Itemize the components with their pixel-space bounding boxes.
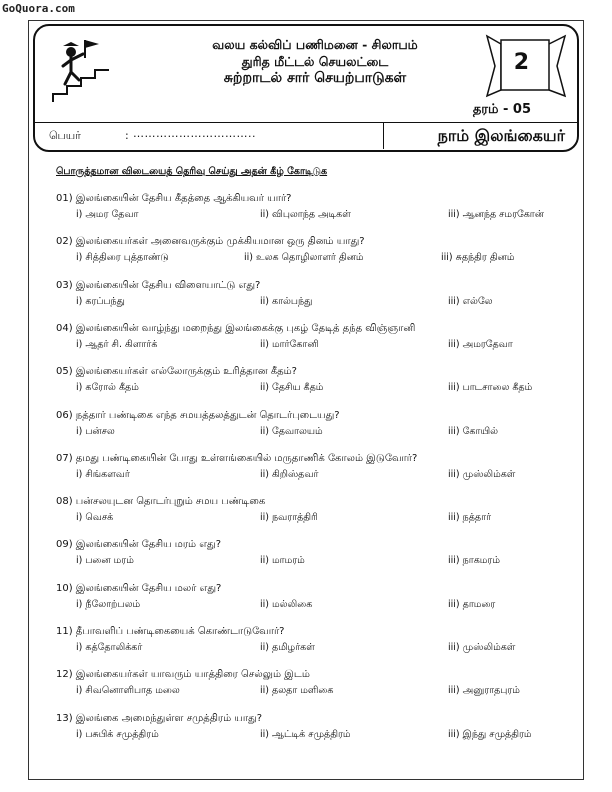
question-text: 13) இலங்கை அமைந்துள்ள சமுத்திரம் யாது? [56, 712, 263, 724]
answer-option-2[interactable]: ii) மல்லிகை [260, 598, 313, 610]
answer-options [56, 729, 576, 743]
answer-options [56, 642, 576, 656]
question-9 [56, 538, 576, 578]
question-4 [56, 322, 576, 362]
answer-option-2[interactable]: ii) உலக தொழிலாளர் தினம் [244, 252, 364, 264]
answer-option-2[interactable]: ii) தலதா மளிகை [260, 685, 334, 697]
question-6 [56, 409, 576, 449]
question-1 [56, 192, 576, 232]
answer-option-3[interactable]: iii) பாடசாலை கீதம் [448, 382, 533, 394]
question-5 [56, 365, 576, 405]
question-2 [56, 235, 576, 275]
answer-options [56, 685, 576, 699]
instruction-text: பொருத்தமான விடையைத் தெரிவு செய்து அதன் கீழ் கோடிடுக [56, 166, 328, 177]
answer-option-2[interactable]: ii) மார்கோனி [260, 338, 319, 350]
answer-option-2[interactable]: ii) கால்பந்து [260, 295, 313, 307]
name-field[interactable]: ………………………….. [133, 127, 256, 140]
answer-option-1[interactable]: i) கரப்பந்து [76, 295, 125, 307]
answer-options [56, 555, 576, 569]
question-10 [56, 582, 576, 622]
answer-options [56, 339, 576, 353]
subject-title: சுற்றாடல் சார் செயற்பாடுகள் [223, 70, 407, 86]
answer-option-1[interactable]: i) கத்தோலிக்கர் [76, 642, 143, 653]
answer-option-1[interactable]: i) சிவனொளிபாத மலை [76, 685, 180, 697]
question-text: 08) பன்சலயுடன தொடர்புறும் சமய பண்டிகை [56, 496, 266, 508]
answer-option-1[interactable]: i) வெசக் [76, 512, 114, 524]
question-8 [56, 495, 576, 535]
answer-option-3[interactable]: iii) ஆனந்த சமரகோன் [448, 209, 544, 220]
answer-options [56, 426, 576, 440]
answer-option-3[interactable]: iii) அமரதேவா [448, 338, 513, 350]
question-text: 09) இலங்கையின் தேசிய மரம் எது? [56, 539, 222, 551]
answer-option-2[interactable]: ii) விபுலாந்த அடிகள் [260, 209, 351, 220]
question-text: 11) தீபாவளிப் பண்டிகையைக் கொண்டாடுவோர்? [56, 626, 285, 637]
question-7 [56, 452, 576, 492]
answer-option-2[interactable]: ii) நவராத்திரி [260, 512, 318, 524]
answer-option-3[interactable]: iii) இந்து சமுத்திரம் [448, 728, 532, 740]
answer-option-2[interactable]: ii) தேவாலயம் [260, 425, 323, 437]
answer-option-2[interactable]: ii) தேசிய கீதம் [260, 382, 324, 394]
grade-label: தரம் - 05 [472, 102, 531, 117]
answer-option-3[interactable]: iii) அனுராதபுரம் [448, 685, 520, 697]
answer-option-1[interactable]: i) கரோல் கீதம் [76, 382, 139, 394]
answer-option-1[interactable]: i) அமர தேவா [76, 209, 139, 220]
question-text: 04) இலங்கையின் வாழ்ந்து மறைந்து இலங்கைக்கு புகழ் தேடித் தந்த விஞ்ஞானி [56, 322, 416, 334]
climbing-student-logo-icon [41, 32, 121, 106]
zonal-office-title: வலய கல்விப் பணிமனை - சிலாபம் [212, 37, 418, 52]
answer-options [56, 469, 576, 483]
name-label: பெயர் [49, 129, 81, 142]
answer-options [56, 209, 576, 223]
name-row [35, 122, 577, 151]
question-text: 05) இலங்கையர்கள் எல்லோருக்கும் உரித்தான கீதம்? [56, 366, 297, 378]
answer-options [56, 252, 576, 266]
answer-options [56, 599, 576, 613]
worksheet-number: 2 [513, 50, 529, 75]
answer-option-1[interactable]: i) பசுபிக் சமுத்திரம் [76, 728, 159, 740]
slogan-box [383, 123, 577, 149]
answer-option-1[interactable]: i) பன்சல [76, 425, 115, 437]
answer-options [56, 382, 576, 396]
slogan-text: நாம் இலங்கையர் [437, 126, 565, 145]
answer-option-3[interactable]: iii) கோயில் [448, 425, 499, 437]
answer-option-1[interactable]: i) பனை மரம் [76, 555, 134, 567]
answer-option-3[interactable]: iii) நாகமரம் [448, 555, 500, 567]
question-text: 03) இலங்கையின் தேசிய விளையாட்டு எது? [56, 279, 261, 291]
question-3 [56, 279, 576, 319]
site-watermark: GoQuora.com [2, 2, 75, 15]
answer-option-2[interactable]: ii) ஆட்டிக் சமுத்திரம் [260, 728, 351, 740]
answer-option-3[interactable]: iii) சுதந்திர தினம் [441, 252, 515, 264]
question-12 [56, 668, 576, 708]
question-text: 01) இலங்கையின் தேசிய கீதத்தை ஆக்கியவர் யார்? [56, 193, 292, 204]
answer-option-3[interactable]: iii) தாமரை [448, 598, 496, 610]
question-13 [56, 712, 576, 752]
answer-option-2[interactable]: ii) தமிழர்கள் [260, 642, 315, 653]
answer-option-1[interactable]: i) நீலோற்பலம் [76, 598, 141, 610]
question-11 [56, 625, 576, 665]
answer-option-3[interactable]: iii) நத்தார் [448, 512, 492, 524]
question-text: 07) தமது பண்டிகையின் போது உள்ளங்கையில் மருதாணிக் கோலம் இடுவோர்? [56, 452, 418, 464]
question-text: 10) இலங்கையின் தேசிய மலர் எது? [56, 582, 222, 594]
answer-option-2[interactable]: ii) கிறிஸ்தவர் [260, 468, 319, 480]
answer-option-3[interactable]: iii) எல்லே [448, 295, 493, 307]
worksheet-title: துரித மீட்டல் செயலட்டை [241, 54, 389, 69]
answer-option-3[interactable]: iii) முஸ்லிம்கள் [448, 642, 516, 653]
question-text: 12) இலங்கையர்கள் யாவரும் யாத்திரை செல்லும் இடம் [56, 669, 310, 681]
answer-option-3[interactable]: iii) முஸ்லிம்கள் [448, 468, 516, 480]
question-text: 02) இலங்கையர்கள் அனைவருக்கும் முக்கியமான ஒரு தினம் யாது? [56, 236, 365, 248]
answer-options [56, 296, 576, 310]
answer-option-1[interactable]: i) சித்திரை புத்தாண்டு [76, 252, 169, 264]
answer-options [56, 512, 576, 526]
answer-option-1[interactable]: i) ஆதர் சி. கிளார்க் [76, 338, 158, 350]
answer-option-1[interactable]: i) சிங்களவர் [76, 468, 130, 480]
question-text: 06) நத்தார் பண்டிகை எந்த சமயத்தலத்துடன் தொடர்புடையது? [56, 409, 340, 421]
name-colon: : [125, 129, 129, 142]
worksheet-header [33, 24, 579, 152]
answer-option-2[interactable]: ii) மாமரம் [260, 555, 305, 567]
